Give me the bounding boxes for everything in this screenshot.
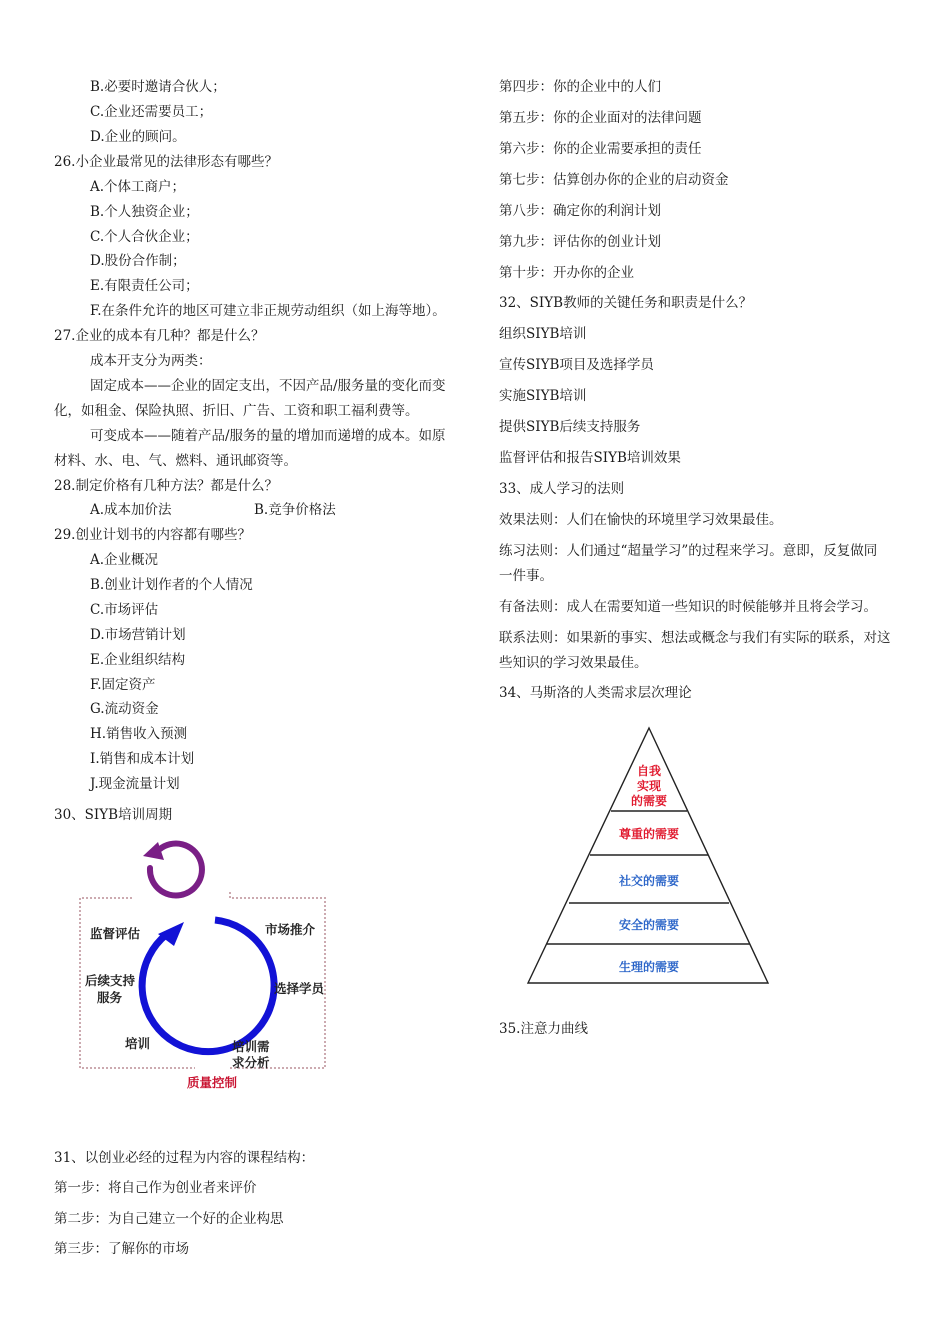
q28-title: 28.制定价格有几种方法？都是什么？ xyxy=(54,478,278,494)
q28-option-b: B.竞争价格法 xyxy=(254,502,336,518)
course-step-4: 第四步：你的企业中的人们 xyxy=(499,79,661,95)
q31-step-3: 第三步：了解你的市场 xyxy=(54,1241,189,1257)
q32-title: 32、SIYB教师的关键任务和职责是什么？ xyxy=(499,295,753,311)
q26-option-b: B.个人独资企业； xyxy=(90,204,199,220)
q33-law-association-line2: 些知识的学习效果最佳。 xyxy=(499,655,648,671)
q32-item-1: 组织SIYB培训 xyxy=(499,326,587,342)
q32-item-4: 提供SIYB后续支持服务 xyxy=(499,419,641,435)
pyramid-self-actualization-3: 的需要 xyxy=(630,794,668,808)
q28-option-a: A.成本加价法 xyxy=(90,502,172,518)
course-step-8: 第八步：确定你的利润计划 xyxy=(499,203,661,219)
course-step-10: 第十步：开办你的企业 xyxy=(499,265,634,281)
q29-title: 29.创业计划书的内容都有哪些？ xyxy=(54,527,251,543)
q32-item-3: 实施SIYB培训 xyxy=(499,388,587,404)
pyramid-social: 社交的需要 xyxy=(618,874,680,888)
cycle-label-followup-2: 服务 xyxy=(97,990,123,1005)
q31-step-2: 第二步：为自己建立一个好的企业构思 xyxy=(54,1211,284,1227)
course-step-9: 第九步：评估你的创业计划 xyxy=(499,234,661,250)
q26-option-f: F.在条件允许的地区可建立非正规劳动组织（如上海等地）。 xyxy=(90,303,446,319)
q29-option-i: I.销售和成本计划 xyxy=(90,751,195,767)
cycle-label-followup-1: 后续支持 xyxy=(85,973,136,988)
q33-law-practice-line2: 一件事。 xyxy=(499,568,553,584)
q27-variable-cost-line1: 可变成本——随着产品/服务的量的增加而递增的成本。如原 xyxy=(90,428,446,444)
q31-title: 31、以创业必经的过程为内容的课程结构： xyxy=(54,1150,315,1166)
q29-option-h: H.销售收入预测 xyxy=(90,726,188,742)
q29-option-c: C.市场评估 xyxy=(90,602,159,618)
q32-item-5: 监督评估和报告SIYB培训效果 xyxy=(499,450,681,466)
q33-law-association-line1: 联系法则：如果新的事实、想法或概念与我们有实际的联系，对这 xyxy=(499,630,891,646)
course-step-7: 第七步：估算创办你的企业的启动资金 xyxy=(499,172,729,188)
q31-step-1: 第一步：将自己作为创业者来评价 xyxy=(54,1180,257,1196)
q30-title: 30、SIYB培训周期 xyxy=(54,807,173,823)
q33-law-practice-line1: 练习法则：人们通过“超量学习”的过程来学习。意即，反复做同 xyxy=(499,543,878,559)
q32-item-2: 宣传SIYB项目及选择学员 xyxy=(499,357,654,373)
q25-option-b: B.必要时邀请合伙人； xyxy=(90,79,226,95)
q29-option-a: A.企业概况 xyxy=(90,552,159,568)
pyramid-physiological: 生理的需要 xyxy=(618,960,680,974)
q33-law-effect: 效果法则：人们在愉快的环境里学习效果最佳。 xyxy=(499,512,783,528)
cycle-label-monitor: 监督评估 xyxy=(90,926,141,941)
q25-option-d: D.企业的顾问。 xyxy=(90,129,186,145)
q29-option-f: F.固定资产 xyxy=(90,677,156,693)
q29-option-d: D.市场营销计划 xyxy=(90,627,186,643)
q26-option-d: D.股份合作制； xyxy=(90,253,186,269)
pyramid-esteem: 尊重的需要 xyxy=(618,827,680,841)
q29-option-g: G.流动资金 xyxy=(90,701,159,717)
course-step-5: 第五步：你的企业面对的法律问题 xyxy=(499,110,702,126)
q33-law-readiness: 有备法则：成人在需要知道一些知识的时候能够并且将会学习。 xyxy=(499,599,877,615)
q35-title: 35.注意力曲线 xyxy=(499,1021,588,1037)
cycle-label-needs-1: 培训需 xyxy=(232,1039,270,1054)
pyramid-self-actualization-1: 自我 xyxy=(636,764,662,778)
pyramid-self-actualization-2: 实现 xyxy=(636,779,662,793)
q33-title: 33、成人学习的法则 xyxy=(499,481,625,497)
training-cycle-arrow-icon xyxy=(142,920,274,1052)
q27-title: 27.企业的成本有几种？都是什么？ xyxy=(54,328,265,344)
q27-intro: 成本开支分为两类： xyxy=(90,353,212,369)
course-step-6: 第六步：你的企业需要承担的责任 xyxy=(499,141,702,157)
cycle-label-quality: 质量控制 xyxy=(187,1075,238,1090)
cycle-label-needs-2: 求分析 xyxy=(232,1055,270,1070)
q27-fixed-cost-line2: 化，如租金、保险执照、折旧、广告、工资和职工福利费等。 xyxy=(54,403,419,419)
q29-option-j: J.现金流量计划 xyxy=(90,776,180,792)
q25-option-c: C.企业还需要员工； xyxy=(90,104,213,120)
pyramid-safety: 安全的需要 xyxy=(618,918,680,932)
q26-option-c: C.个人合伙企业； xyxy=(90,229,199,245)
repeat-cycle-icon xyxy=(143,842,202,896)
q26-option-e: E.有限责任公司； xyxy=(90,278,199,294)
q26-option-a: A.个体工商户； xyxy=(90,179,186,195)
q27-variable-cost-line2: 材料、水、电、气、燃料、通讯邮资等。 xyxy=(54,453,297,469)
q29-option-b: B.创业计划作者的个人情况 xyxy=(90,577,253,593)
cycle-label-train: 培训 xyxy=(125,1036,151,1051)
q26-title: 26.小企业最常见的法律形态有哪些？ xyxy=(54,154,278,170)
siyb-cycle-diagram xyxy=(70,838,340,1098)
maslow-pyramid-diagram xyxy=(525,725,775,987)
q29-option-e: E.企业组织结构 xyxy=(90,652,186,668)
q34-title: 34、马斯洛的人类需求层次理论 xyxy=(499,685,692,701)
cycle-label-select: 选择学员 xyxy=(274,981,325,996)
q27-fixed-cost-line1: 固定成本——企业的固定支出，不因产品/服务量的变化而变 xyxy=(90,378,446,394)
cycle-label-market: 市场推介 xyxy=(265,922,316,937)
